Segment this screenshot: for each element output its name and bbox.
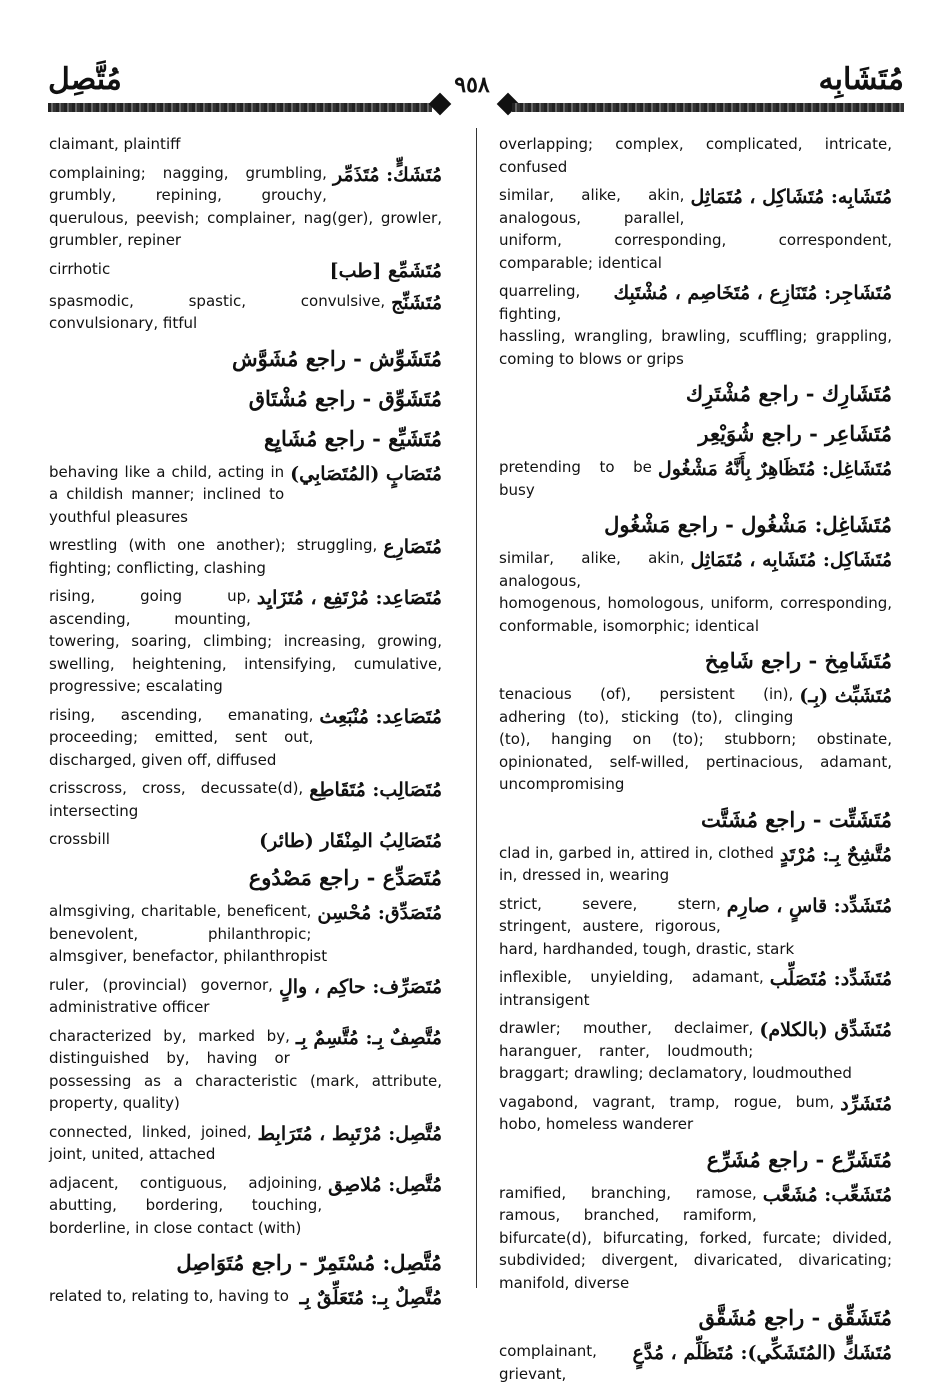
english-definition: claimant, plaintiff: [49, 135, 181, 153]
dictionary-entry: [499, 842, 892, 887]
english-definition: clad in, garbed in, attired in, clothed in, dressed in, wearing: [499, 843, 774, 884]
english-definition: strict, severe, stern, stringent, austere, rigorous, hard, hardhanded, tough, drastic, stark: [499, 894, 795, 958]
dictionary-entry: [49, 290, 442, 335]
dictionary-entry: [49, 828, 442, 854]
english-definition: connected, linked, joined, joint, united, attached: [49, 1122, 252, 1163]
arabic-headword: مُتَشَعِّب: مُشَعَّب: [762, 1183, 892, 1206]
dictionary-entry: مُتَشَامِخ - راجع شَامِخ: [704, 648, 892, 673]
arabic-headword: مُتَشَبِّث (بِـ): [799, 685, 892, 707]
english-definition: rising, ascending, emanating, proceeding; emitted, sent out, discharged, given off, diffused: [49, 705, 314, 769]
dictionary-entry: مُتَشَتِّت - راجع مُشَتَّت: [701, 806, 892, 832]
arabic-headword: مُتَصَارِع: [383, 536, 442, 558]
english-definition: ramified, branching, ramose, ramous, branched, ramiform, bifurcate(d), bifurcating, forked, furcate; divided, subdivided; divergent, divaricated, divaricating; manifold, diverse: [499, 1183, 892, 1292]
english-definition: rising, going up, ascending, mounting, towering, soaring, climbing; increasing, growing, swelling, heightening, intensifying, cumulative, progressive; escalating: [49, 587, 442, 695]
column-divider: [476, 128, 477, 1288]
dictionary-entry: [499, 184, 892, 274]
english-definition: similar, alike, akin, analogous, parallel, uniform, corresponding, correspondent, comparable; identical: [499, 186, 892, 272]
arabic-headword: مُتَشَاغِل: مُتَظَاهِرٌ بِأَنَّهُ مَشْغُول: [657, 458, 892, 480]
arabic-headword: مُتَشَكٍّ: مُتَذَمِّر: [332, 163, 442, 186]
guide-word-left: مُتَّصِل: [48, 62, 122, 97]
english-definition: inflexible, unyielding, adamant, intransigent: [499, 968, 764, 1009]
arabic-headword: مُتَّصِل: مُرْتَبِط ، مُتَرَابِط: [257, 1122, 442, 1145]
english-definition: cirrhotic: [49, 259, 111, 278]
dictionary-entry: [499, 456, 892, 501]
dictionary-entry: [499, 133, 892, 178]
english-definition: complaining; nagging, grumbling, grumbly, repining, grouchy, querulous, peevish; complainer, nag(ger), growler, grumbler, repiner: [49, 163, 442, 249]
dictionary-entry: [499, 683, 892, 796]
english-definition: characterized by, marked by, distinguished by, having or possessing as a characteristic (mark, attribute, property, quality): [49, 1026, 442, 1112]
arabic-headword: مُتَشَمِّع [طب]: [329, 259, 442, 282]
page-header: [0, 0, 944, 125]
english-definition: overlapping; complex, complicated, intricate, confused: [499, 135, 892, 176]
dictionary-entry: [499, 1340, 892, 1385]
english-definition: pretending to be busy: [499, 458, 652, 499]
header-rule-right: [512, 103, 904, 112]
arabic-headword: مُتَّصِفٌ بِـ: مُتَّسِمٌ بِـ: [295, 1026, 442, 1049]
dictionary-entry: [499, 1182, 892, 1295]
dictionary-entry: [49, 1285, 442, 1311]
dictionary-entry: مُتَشَقِّق - راجع مُشَقَّق: [698, 1305, 892, 1330]
dictionary-entry: مُتَشَيِّع - راجع مُشَايِع: [263, 425, 442, 451]
arabic-headword: مُتَشَنِّج: [391, 291, 442, 314]
dictionary-entry: [499, 1017, 892, 1085]
arabic-headword: مُتَشَدِّد: مُتَصَلِّب: [769, 968, 892, 990]
dictionary-entry: [499, 966, 892, 1011]
arabic-headword: مُتَشَاجِر: مُتَنَازِع ، مُتَخَاصِم ، مُشْتَبِك: [613, 282, 892, 304]
arabic-headword: مُتَّصِلٌ بِـ: مُتَعَلِّقٌ بِـ: [299, 1287, 442, 1309]
arabic-headword: مُتَصَاعِد: مُرْتَفِع ، مُتَزَايِد: [256, 587, 442, 609]
english-definition: tenacious (of), persistent (in), adhering (to), sticking (to), clinging (to), hanging on (to); stubborn; obstinate, opinionated, self-willed, pertinacious, adamant, uncompromising: [499, 685, 892, 793]
arabic-headword: مُتَصَالِبُ المِنْقَار (طائر): [259, 830, 442, 852]
english-definition: almsgiving, charitable, beneficent, benevolent, philanthropic; almsgiver, benefactor, philanthropist: [49, 902, 328, 965]
arabic-headword: مُتَصَرِّف: حاكِم ، والٍ: [278, 975, 442, 998]
dictionary-entry: [49, 1025, 442, 1115]
dictionary-entry: [49, 534, 442, 579]
english-definition: quarreling, fighting, hassling, wrangling, brawling, scuffling; grappling, coming to blows or grips: [499, 282, 892, 368]
arabic-headword: مُتَشَاكِل: مُتَشَابِه ، مُتَمَاثِل: [690, 549, 892, 571]
dictionary-entry: [49, 704, 442, 772]
dictionary-entry: [49, 974, 442, 1019]
dictionary-entry: [49, 162, 442, 252]
dictionary-entry: مُتَشَوِّق - راجع مُشْتَاق: [248, 385, 442, 411]
dictionary-entry: [499, 280, 892, 370]
arabic-headword: مُتَشَكٍّ (المُتَشَكِّي): مُتَظَلِّم ، مُدَّعٍ: [632, 1342, 892, 1364]
dictionary-entry: [49, 900, 442, 968]
english-definition: crisscross, cross, decussate(d), intersecting: [49, 779, 304, 820]
arabic-headword: مُتَّشِحٌ بِـ: مُرْتَدٍ: [779, 843, 892, 866]
english-definition: ruler, (provincial) governor, administrative officer: [49, 975, 273, 1016]
dictionary-entry: [499, 893, 892, 961]
dictionary-entry: [49, 133, 442, 156]
english-definition: spasmodic, spastic, convulsive, convulsionary, fitful: [49, 291, 386, 332]
dictionary-entry: مُتَشَرِّع - راجع مُشَرِّع: [706, 1146, 892, 1172]
arabic-headword: مُتَصَابٍ (المُتَصَابِي): [290, 462, 442, 485]
english-definition: drawler; mouther, declaimer, haranguer, ranter, loudmouth; braggart; drawling; declamatory, loudmouthed: [499, 1019, 852, 1082]
header-rule-left: [48, 103, 432, 112]
english-definition: wrestling (with one another); struggling, fighting; conflicting, clashing: [49, 536, 378, 577]
dictionary-entry: [49, 585, 442, 698]
dictionary-entry: [49, 461, 442, 529]
english-definition: similar, alike, akin, analogous, homogenous, homologous, uniform, corresponding, conformable, isomorphic; identical: [499, 549, 892, 635]
english-definition: vagabond, vagrant, tramp, rogue, bum, hobo, homeless wanderer: [499, 1092, 835, 1133]
page-number: ٩٥٨: [454, 72, 490, 98]
english-definition: complainant, grievant,: [499, 1342, 597, 1383]
arabic-headword: مُتَشَرِّد: [840, 1092, 892, 1115]
right-column: [499, 133, 892, 1391]
arabic-headword: مُتَّصِل: مُلاصِق: [328, 1173, 442, 1196]
arabic-headword: مُتَصَدِّق: مُحْسِن: [317, 902, 442, 924]
english-definition: behaving like a child, acting in a childish manner; inclined to youthful pleasures: [49, 462, 285, 526]
dictionary-entry: مُتَّصِل: مُسْتَمِرّ - راجع مُتَوَاصِل: [176, 1250, 442, 1275]
dictionary-entry: مُتَشَوِّش - راجع مُشَوَّش: [231, 345, 442, 371]
dictionary-entry: [49, 1172, 442, 1240]
english-definition: adjacent, contiguous, adjoining, abutting, bordering, touching, borderline, in close contact (with): [49, 1173, 323, 1237]
dictionary-entry: مُتَصَدِّع - راجع مَصْدُوع: [248, 865, 442, 890]
dictionary-entry: مُتَشَاعِر - راجع شُوَيْعِر: [698, 421, 892, 446]
english-definition: crossbill: [49, 830, 110, 848]
dictionary-entry: مُتَشَارِك - راجع مُشْتَرِك: [685, 381, 892, 406]
dictionary-entry: [499, 1091, 892, 1136]
arabic-headword: مُتَشَابِه: مُتَشَاكِل ، مُتَمَاثِل: [690, 186, 892, 208]
guide-word-right: مُتَشَابِه: [818, 62, 904, 97]
arabic-headword: مُتَصَالِب: مُتَقَاطِع: [309, 779, 442, 801]
arabic-headword: مُتَشَدِّد: قاسٍ ، صارِم: [726, 894, 892, 917]
left-column: [49, 133, 442, 1317]
dictionary-entry: مُتَشَاغِل: مَشْغُول - راجع مَشْغُول: [604, 512, 892, 537]
english-definition: related to, relating to, having to: [49, 1287, 289, 1305]
arabic-headword: مُتَصَاعِد: مُنْبَعِث: [319, 705, 442, 728]
dictionary-entry: [49, 258, 442, 284]
arabic-headword: مُتَشَدِّق (بالكلام): [759, 1019, 892, 1041]
dictionary-entry: [499, 547, 892, 637]
dictionary-entry: [49, 777, 442, 822]
dictionary-entry: [49, 1121, 442, 1166]
